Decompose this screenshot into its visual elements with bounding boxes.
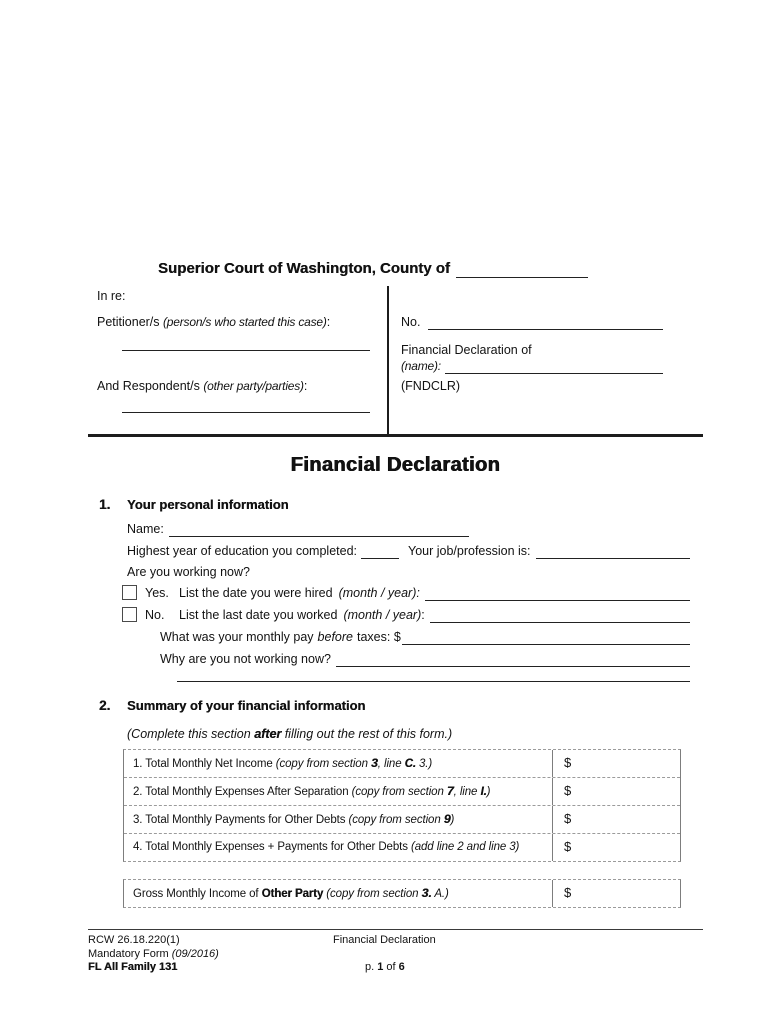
amount-cell[interactable]: $ [564,839,572,854]
row-label: 1. Total Monthly Net Income (copy from section 3, line C. 3.) [124,750,553,777]
name-label: Name: [127,522,164,536]
footer-form-title: Financial Declaration [333,934,436,946]
why-not-working-line [160,651,690,667]
job-fill-line[interactable] [536,545,690,559]
row-label: 3. Total Monthly Payments for Other Debts (copy from section 9) [124,806,553,833]
name-hint: (name): [401,359,441,373]
form-content [88,260,703,908]
table-row-expenses [124,777,680,805]
working-no-line: No. List the last date you worked (month / year) : [127,607,690,623]
footer-form-id: FL All Family 131 [88,961,178,973]
footer-center [333,934,703,975]
name-line [127,521,690,537]
yes-text: List the date you were hired [179,586,333,600]
amount-cell[interactable]: $ [564,783,572,798]
case-number-row [401,314,663,330]
declarant-name-fill-line[interactable] [445,360,663,374]
in-re-label: In re: [97,289,126,303]
why-not-working-continuation-line[interactable] [177,667,690,682]
section-2-note: (Complete this section after filling out the rest of this form.) [127,727,453,741]
section-1-body [127,497,703,682]
why-not-working-fill-line[interactable] [336,653,690,667]
table-row-debt-payments [124,805,680,833]
summary-table [123,749,681,862]
footer-left [88,934,333,975]
case-number-fill-line[interactable] [428,316,663,330]
case-caption-box [88,284,703,437]
pay-before-emphasis: before [317,630,353,644]
petitioner-label: Petitioner/s (person/s who started this case): [97,315,331,329]
form-code: (FNDCLR) [401,379,461,393]
education-fill-line[interactable] [361,545,399,559]
table-row-expenses-plus-debts [124,833,680,861]
court-title: Superior Court of Washington, County of [158,260,450,277]
date-hired-fill-line[interactable] [425,587,690,601]
amount-cell[interactable]: $ [564,885,572,900]
respondent-label: And Respondent/s (other party/parties): [97,379,308,393]
section-1 [88,497,703,682]
no-text: List the last date you worked [179,608,338,622]
table-row-gross-income-other-party [124,880,680,907]
no-checkbox[interactable] [122,607,137,622]
working-yes-line [127,585,690,601]
monthly-pay-fill-line[interactable] [402,631,690,645]
pay-text-tail: taxes: $ [357,630,401,644]
respondent-hint: (other party/parties) [203,379,304,393]
caption-right-column [401,314,663,394]
declaration-of-label: Financial Declaration of [401,343,532,357]
footer-rcw-citation: RCW 26.18.220(1) [88,934,180,946]
pay-text: What was your monthly pay [160,630,314,644]
no-label: No. [145,608,165,622]
respondent-fill-line[interactable] [122,412,370,413]
section-1-heading: Your personal information [127,497,289,512]
why-label: Why are you not working now? [160,652,331,666]
amount-cell[interactable]: $ [564,755,572,770]
yes-checkbox[interactable] [122,585,137,600]
monthly-pay-line [160,629,690,645]
court-header [88,260,703,278]
section-1-number: 1. [99,497,111,512]
job-label: Your job/profession is: [408,544,531,558]
education-label: Highest year of education you completed: [127,544,357,558]
name-fill-line[interactable] [169,523,469,537]
working-question: Are you working now? [127,565,250,579]
row-label: 2. Total Monthly Expenses After Separation (copy from section 7, line I.) [124,778,553,805]
amount-cell[interactable]: $ [564,811,572,826]
caption-left-column [97,288,379,413]
section-2 [88,698,703,908]
table-row-net-income [124,750,680,777]
case-number-label: No. [401,315,421,329]
last-date-worked-fill-line[interactable] [430,609,690,623]
education-job-line [127,543,690,559]
declarant-name-row [401,358,663,374]
caption-divider [387,286,389,434]
section-2-heading: Summary of your financial information [127,698,366,713]
petitioner-hint: (person/s who started this case) [163,315,327,329]
gross-income-table [123,879,681,908]
yes-hint: (month / year): [338,586,420,600]
no-hint: (month / year) [343,608,422,622]
row-label: Gross Monthly Income of Other Party (copy from section 3. A.) [124,880,553,907]
yes-label: Yes. [145,586,169,600]
county-fill-line[interactable] [456,264,588,278]
footer-page-number: p. 1 of 6 [365,961,405,973]
footer-mandatory-form: Mandatory Form (09/2016) [88,947,219,960]
row-label: 4. Total Monthly Expenses + Payments for Other Debts (add line 2 and line 3) [124,834,553,861]
section-2-number: 2. [99,698,111,713]
form-title: Financial Declaration [290,454,501,476]
page-footer [88,929,703,975]
section-2-body [127,698,703,908]
petitioner-fill-line[interactable] [122,350,370,351]
